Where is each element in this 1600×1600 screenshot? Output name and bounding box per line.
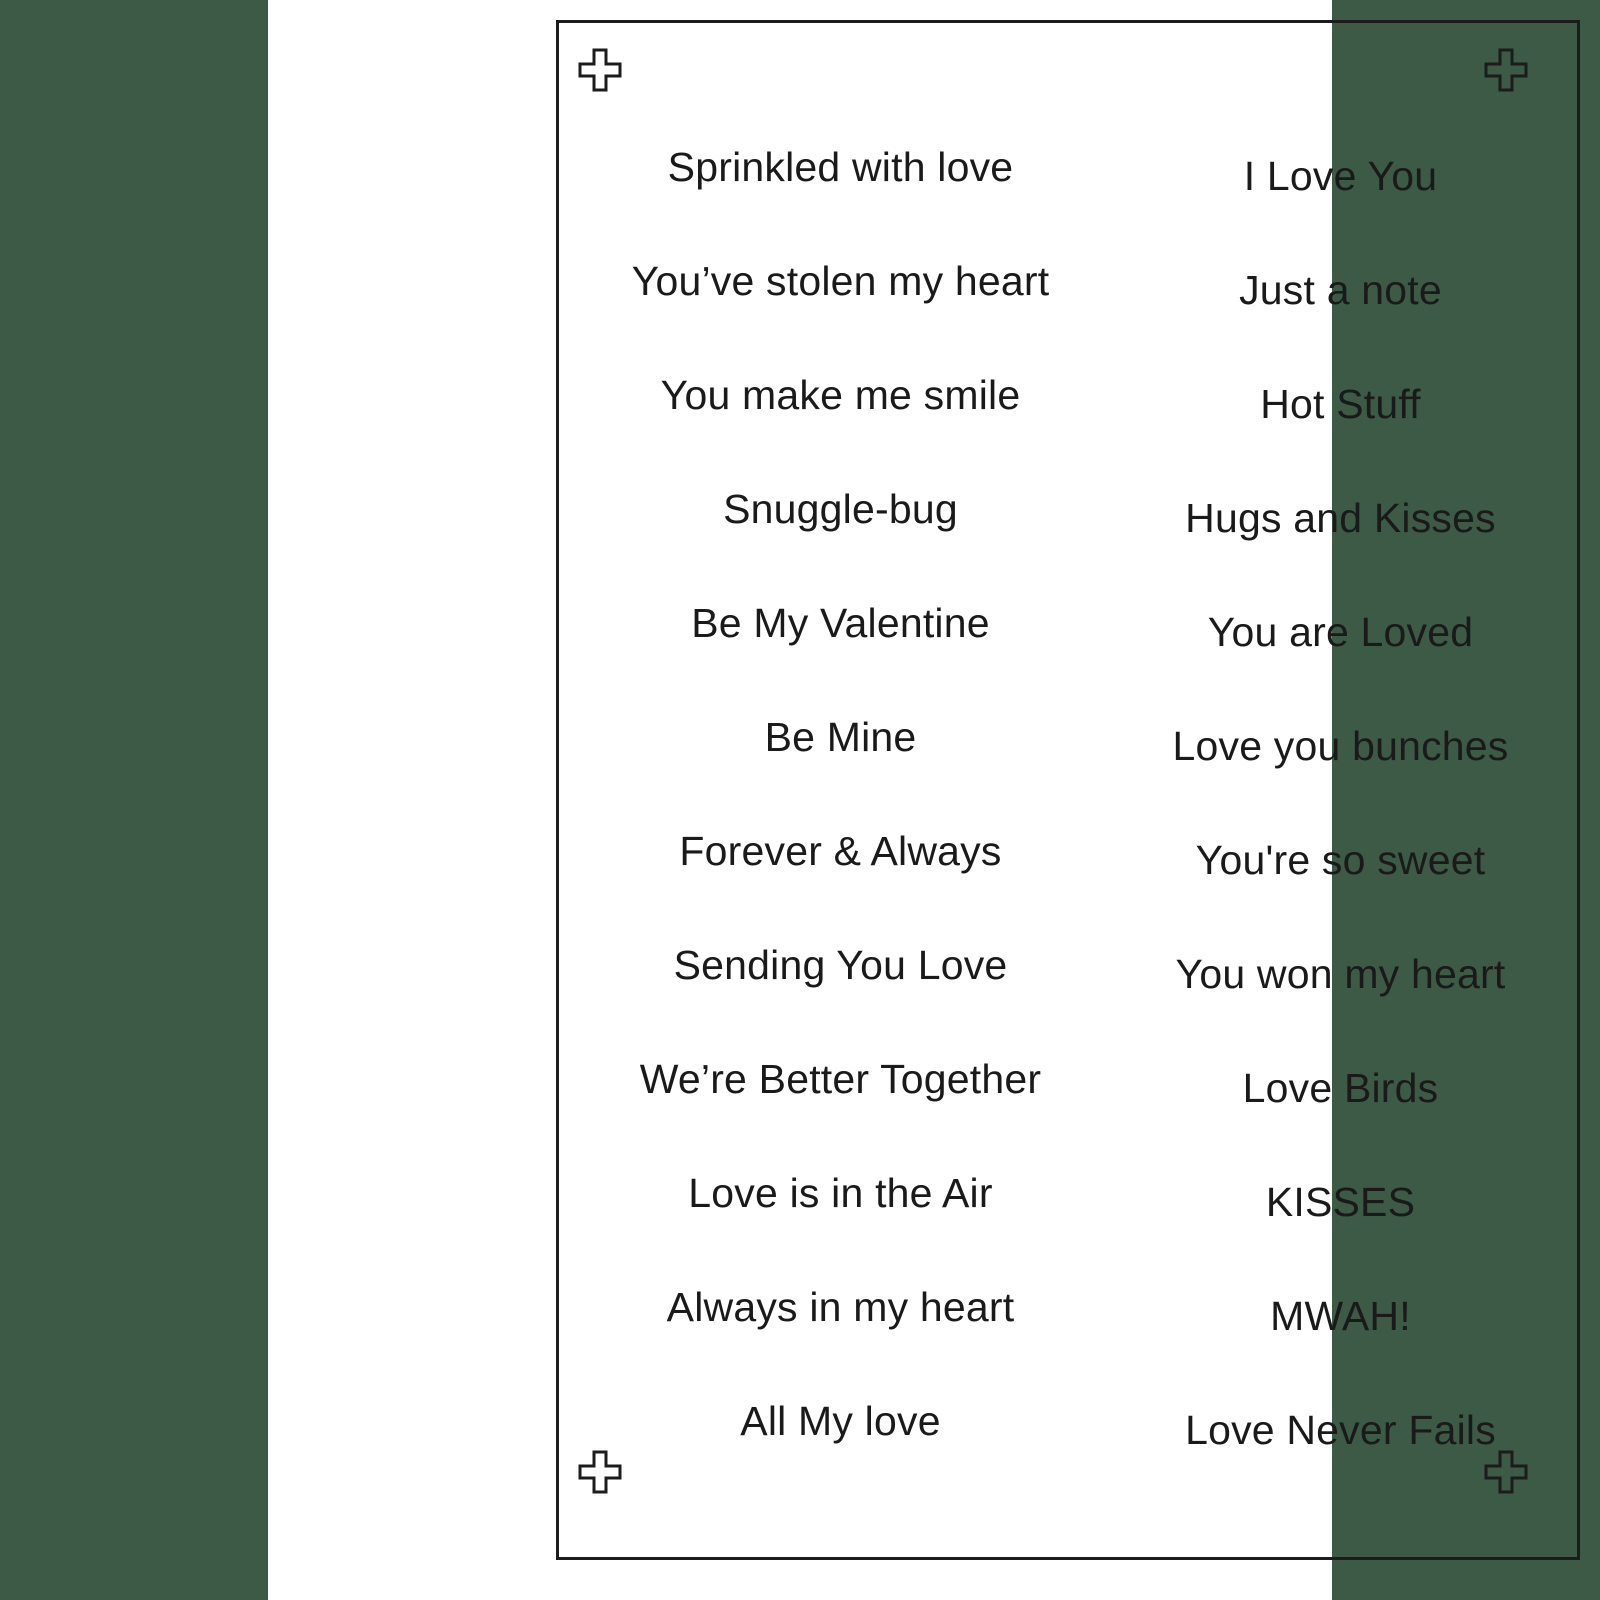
phrase-item: Always in my heart	[666, 1284, 1015, 1330]
phrase-item: MWAH!	[1270, 1293, 1411, 1339]
phrase-item: Just a note	[1239, 267, 1442, 313]
phrase-item: KISSES	[1265, 1179, 1416, 1225]
phrase-item: I Love You	[1243, 153, 1438, 199]
phrase-item: Be My Valentine	[691, 600, 990, 646]
cross-mark-icon-top-right	[1482, 46, 1530, 94]
phrase-item: You’ve stolen my heart	[631, 258, 1050, 304]
phrase-item: Be Mine	[764, 714, 917, 760]
phrase-column-left	[568, 110, 1113, 1500]
phrase-item: Hot Stuff	[1260, 381, 1421, 427]
cross-mark-icon-top-left	[576, 46, 624, 94]
phrase-column-right	[1113, 119, 1568, 1500]
phrase-item: Snuggle-bug	[723, 486, 958, 532]
phrase-item: Love Birds	[1242, 1065, 1439, 1111]
phrase-item: You are Loved	[1207, 609, 1474, 655]
phrase-item: Love is in the Air	[688, 1170, 993, 1216]
phrase-item: You're so sweet	[1195, 837, 1486, 883]
phrase-item: We’re Better Together	[639, 1056, 1042, 1102]
phrase-item: You won my heart	[1175, 951, 1506, 997]
phrase-item: Love Never Fails	[1185, 1407, 1496, 1453]
phrase-item: Forever & Always	[679, 828, 1002, 874]
phrase-item: Sprinkled with love	[667, 144, 1014, 190]
phrase-item: You make me smile	[660, 372, 1021, 418]
phrase-item: All My love	[740, 1398, 941, 1444]
paper-sheet	[268, 0, 1509, 1600]
phrase-item: Love you bunches	[1172, 723, 1509, 769]
phrase-grid	[568, 110, 1568, 1500]
phrase-item: Hugs and Kisses	[1185, 495, 1496, 541]
phrase-item: Sending You Love	[673, 942, 1008, 988]
